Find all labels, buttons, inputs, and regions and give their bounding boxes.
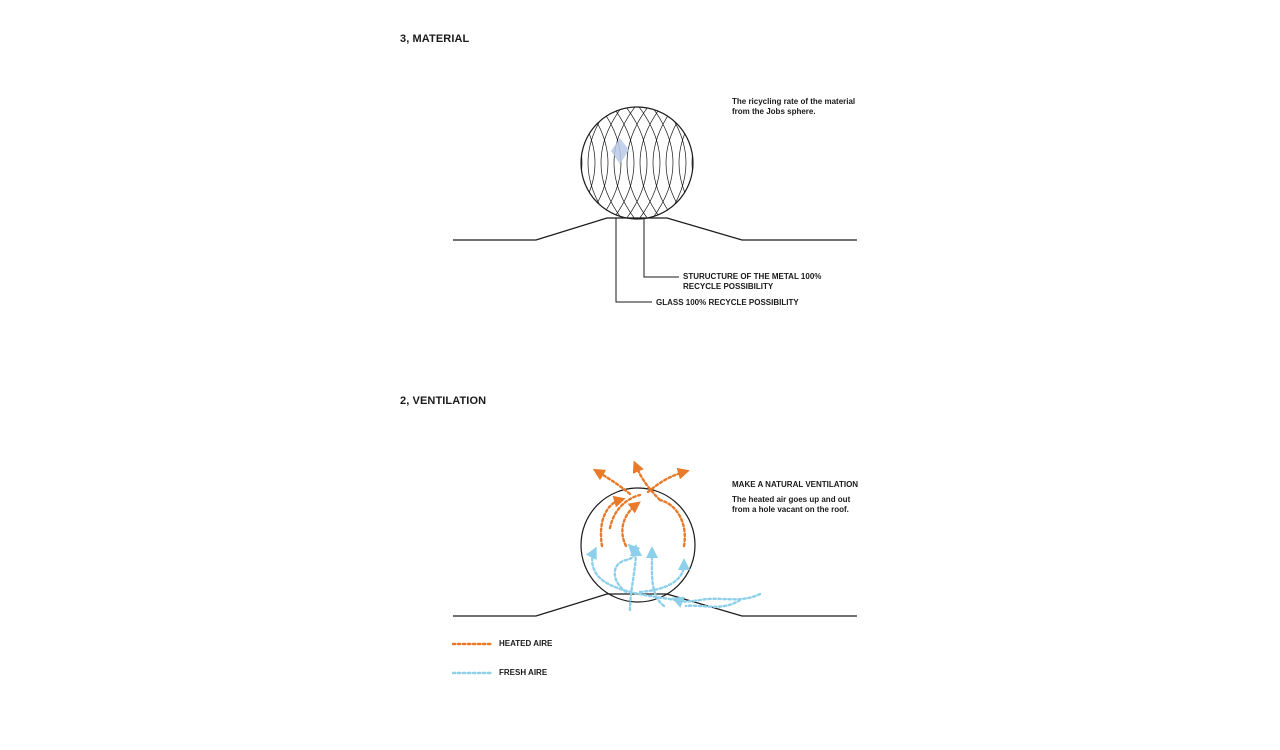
ventilation-note-title: MAKE A NATURAL VENTILATION: [732, 480, 859, 489]
sphere-mesh-line: [649, 103, 673, 223]
sphere-mesh-line: [705, 103, 729, 223]
material-ground-line: [453, 218, 857, 240]
sphere-mesh-line: [571, 103, 595, 223]
sphere-mesh-line: [480, 103, 504, 223]
glass-leader-line: [616, 218, 652, 302]
ventilation-note-line-2: from a hole vacant on the roof.: [732, 505, 849, 514]
sphere-mesh-line: [558, 103, 582, 223]
sphere-mesh-line: [584, 103, 608, 223]
sphere-mesh-line: [701, 103, 725, 223]
metal-label-line-2: RECYCLE POSSIBILITY: [683, 282, 774, 291]
material-note-line-2: from the Jobs sphere.: [732, 107, 816, 116]
sphere-mesh-line: [692, 103, 716, 223]
heated-air-flow-exit-right: [648, 472, 684, 492]
heated-air-flow-exit-left: [598, 472, 630, 494]
sphere-mesh-line: [623, 103, 647, 223]
sphere-mesh-line: [532, 103, 556, 223]
sphere-mesh-line: [675, 103, 699, 223]
sphere-mesh-line: [731, 103, 755, 223]
glass-label: GLASS 100% RECYCLE POSSIBILITY: [656, 298, 799, 307]
sphere-mesh-line: [636, 103, 660, 223]
ventilation-note-line-1: The heated air goes up and out: [732, 495, 851, 504]
sphere-mesh-line: [614, 103, 638, 223]
sphere-mesh-line: [506, 103, 530, 223]
sphere-mesh-line: [536, 103, 560, 223]
sphere-mesh-line: [493, 103, 517, 223]
sphere-mesh-line: [549, 103, 573, 223]
sphere-mesh-line: [666, 103, 690, 223]
ventilation-sphere-outline: [581, 488, 695, 602]
material-section-title: 3, MATERIAL: [400, 33, 470, 45]
ventilation-section-title: 2, VENTILATION: [400, 395, 487, 407]
geodesic-sphere: [480, 103, 794, 223]
fresh-air-flow-right: [640, 564, 684, 592]
sphere-mesh-line: [545, 103, 569, 223]
sphere-mesh-line: [718, 103, 742, 223]
heated-air-flow-center: [622, 505, 636, 546]
sphere-mesh-line: [744, 103, 768, 223]
heated-air-flow-top: [610, 495, 640, 528]
sphere-mesh-line: [610, 103, 634, 223]
heated-air-flows: [598, 466, 685, 546]
sphere-mesh-line: [770, 103, 794, 223]
sphere-mesh-line: [627, 103, 651, 223]
metal-leader-line: [644, 218, 679, 277]
sphere-mesh-line: [757, 103, 781, 223]
sphere-mesh-line: [640, 103, 664, 223]
legend-heated-label: HEATED AIRE: [499, 639, 553, 648]
sphere-mesh-line: [519, 103, 543, 223]
sphere-mesh-line: [679, 103, 703, 223]
sphere-mesh-line: [562, 103, 586, 223]
metal-label-line-1: STURUCTURE OF THE METAL 100%: [683, 272, 822, 281]
legend-fresh-label: FRESH AIRE: [499, 668, 548, 677]
material-note-line-1: The ricycling rate of the material: [732, 97, 856, 106]
sphere-mesh-line: [575, 103, 599, 223]
sphere-mesh: [480, 103, 794, 223]
sphere-mesh-line: [688, 103, 712, 223]
sphere-mesh-line: [714, 103, 738, 223]
fresh-air-flow-inlet: [677, 594, 760, 602]
fresh-air-flows: [592, 548, 760, 610]
sphere-mesh-line: [601, 103, 625, 223]
